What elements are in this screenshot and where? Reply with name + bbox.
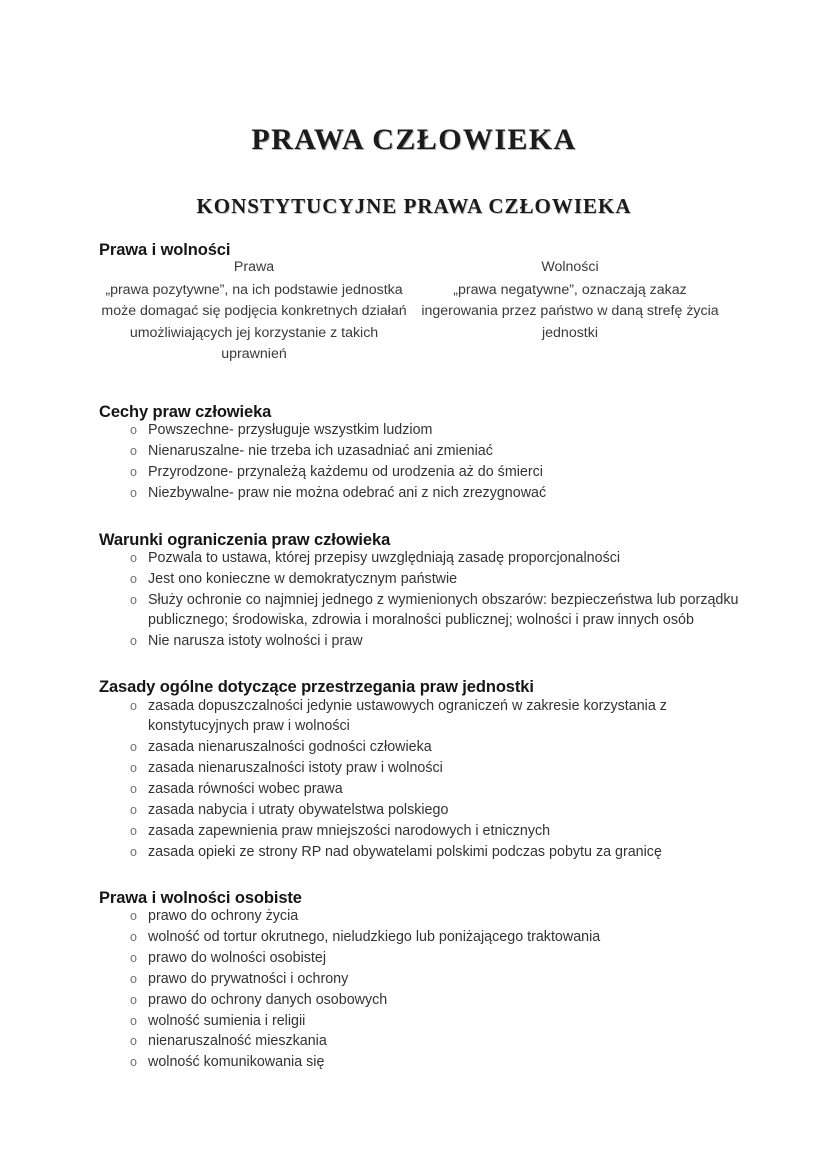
section-heading-rights-and-freedoms: Prawa i wolności bbox=[99, 240, 231, 259]
list-item: o Przyrodzone- przynależą każdemu od urodzenia aż do śmierci bbox=[130, 462, 755, 482]
column-wolnosci bbox=[415, 257, 725, 366]
list-item: o prawo do prywatności i ochrony bbox=[130, 969, 755, 989]
column-wolnosci-term: Wolności bbox=[541, 259, 599, 275]
section-heading-limitation-conditions: Warunki ograniczenia praw człowieka bbox=[99, 530, 391, 549]
list-item: o Nie narusza istoty wolności i praw bbox=[130, 631, 755, 651]
section-heading-features: Cechy praw człowieka bbox=[99, 402, 272, 421]
column-wolnosci-description: „prawa negatywne”, oznaczają zakaz ingerowania przez państwo w daną strefę życia jednostki bbox=[421, 281, 719, 341]
list-item: o wolność komunikowania się bbox=[130, 1052, 755, 1072]
list-item: o zasada nabycia i utraty obywatelstwa polskiego bbox=[130, 800, 755, 820]
page-title: PRAWA CZŁOWIEKA bbox=[251, 123, 577, 157]
list-item: o zasada nienaruszalności godności człowieka bbox=[130, 737, 755, 757]
column-prawa bbox=[99, 257, 409, 366]
list-item: o zasada dopuszczalności jedynie ustawowych ograniczeń w zakresie korzystania z konstytucyjnych praw i wolności bbox=[130, 696, 755, 737]
list-item: o prawo do wolności osobistej bbox=[130, 948, 755, 968]
column-prawa-term: Prawa bbox=[233, 259, 275, 275]
list-item: o Pozwala to ustawa, której przepisy uwzględniają zasadę proporcjonalności bbox=[130, 548, 755, 568]
list-item: o nienaruszalność mieszkania bbox=[130, 1031, 755, 1051]
list-item: o zasada zapewnienia praw mniejszości narodowych i etnicznych bbox=[130, 821, 755, 841]
list-item: o Nienaruszalne- nie trzeba ich uzasadniać ani zmieniać bbox=[130, 441, 755, 461]
rights-freedoms-comparison bbox=[99, 257, 725, 366]
list-item: o zasada równości wobec prawa bbox=[130, 779, 755, 799]
list-limitation-conditions bbox=[130, 548, 755, 652]
list-item: o Służy ochronie co najmniej jednego z wymienionych obszarów: bezpieczeństwa lub porządku publicznego; środowiska, zdrowia i moralności publicznej; wolności i praw innych osób bbox=[130, 590, 755, 631]
list-item: o Powszechne- przysługuje wszystkim ludziom bbox=[130, 420, 755, 440]
list-personal-rights bbox=[130, 906, 755, 1073]
list-item: o Niezbywalne- praw nie można odebrać ani z nich zrezygnować bbox=[130, 483, 755, 503]
list-item: o zasada nienaruszalności istoty praw i wolności bbox=[130, 758, 755, 778]
list-item: o wolność sumienia i religii bbox=[130, 1011, 755, 1031]
list-general-principles bbox=[130, 696, 755, 863]
page-subtitle: KONSTYTUCYJNE PRAWA CZŁOWIEKA bbox=[196, 194, 632, 219]
list-item: o Jest ono konieczne w demokratycznym państwie bbox=[130, 569, 755, 589]
list-item: o zasada opieki ze strony RP nad obywatelami polskimi podczas pobytu za granicę bbox=[130, 842, 755, 862]
column-prawa-description: „prawa pozytywne”, na ich podstawie jednostka może domagać się podjęcia konkretnych działań umożliwiających jej korzystanie z takich uprawnień bbox=[101, 281, 407, 362]
list-item: o wolność od tortur okrutnego, nieludzkiego lub poniżającego traktowania bbox=[130, 927, 755, 947]
list-features bbox=[130, 420, 755, 504]
section-heading-personal-rights: Prawa i wolności osobiste bbox=[99, 888, 302, 907]
section-heading-general-principles: Zasady ogólne dotyczące przestrzegania praw jednostki bbox=[99, 677, 534, 696]
list-item: o prawo do ochrony danych osobowych bbox=[130, 990, 755, 1010]
list-item: o prawo do ochrony życia bbox=[130, 906, 755, 926]
